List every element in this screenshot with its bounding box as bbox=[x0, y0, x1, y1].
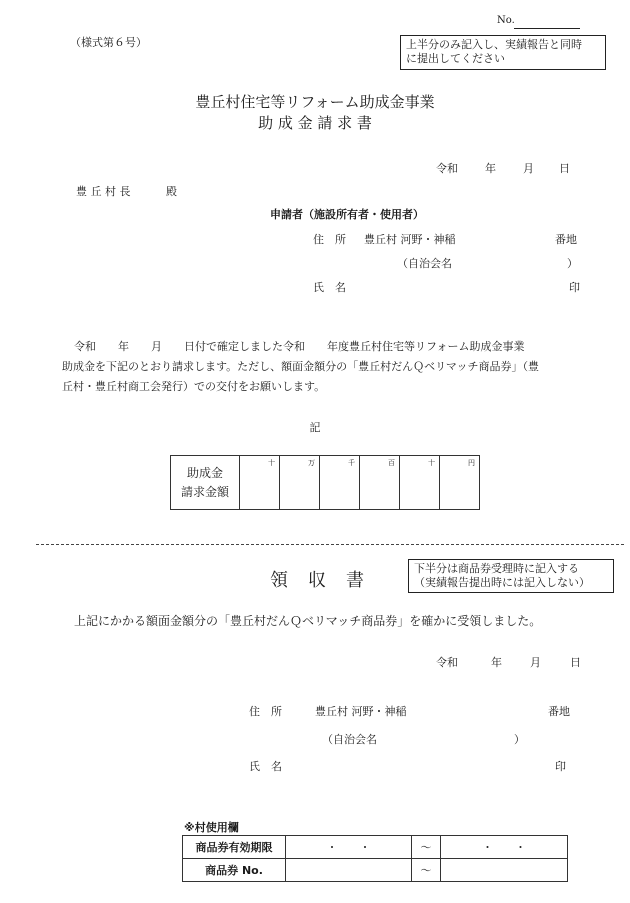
receipt-council-close: ） bbox=[514, 733, 525, 746]
form-number: （様式第６号） bbox=[70, 36, 147, 49]
receipt-date-era: 令和 bbox=[436, 656, 458, 669]
receipt-note-line2: （実績報告提出時には記入しない） bbox=[414, 576, 590, 589]
address-label: 住 所 bbox=[313, 233, 346, 246]
receipt-date-year: 年 bbox=[491, 656, 502, 669]
amount-label bbox=[171, 456, 240, 510]
seal-mark: 印 bbox=[569, 281, 580, 294]
body-line2: 助成金を下記のとおり請求します。ただし、額面金額分の「豊丘村だんＱベリマッチ商品券」（豊 bbox=[62, 360, 539, 373]
receipt-title: 領 収 書 bbox=[270, 570, 365, 591]
address-suffix: 番地 bbox=[555, 233, 577, 246]
body-line3: 丘村・豊丘村商工会発行）での交付をお願いします。 bbox=[62, 380, 326, 393]
receipt-address-label: 住 所 bbox=[249, 705, 282, 718]
receipt-note-box bbox=[408, 559, 614, 593]
voucher-number-start[interactable] bbox=[286, 859, 412, 882]
request-title-line1: 豊丘村住宅等リフォーム助成金事業 bbox=[195, 93, 435, 111]
expiry-end[interactable]: ・ ・ bbox=[441, 836, 568, 859]
date-day: 日 bbox=[559, 162, 570, 175]
date-era: 令和 bbox=[436, 162, 458, 175]
council-open: （自治会名 bbox=[397, 257, 452, 270]
amount-cell-hundred-thousands[interactable]: 十 bbox=[240, 456, 280, 510]
number-underline bbox=[514, 28, 580, 29]
receipt-body: 上記にかかる額面金額分の「豊丘村だんＱベリマッチ商品券」を確かに受領しました。 bbox=[74, 614, 542, 628]
voucher-number-label: 商品券 No. bbox=[183, 859, 286, 882]
receipt-seal-mark: 印 bbox=[555, 760, 566, 773]
amount-cell-thousands[interactable]: 千 bbox=[320, 456, 360, 510]
amount-cell-hundreds[interactable]: 百 bbox=[360, 456, 400, 510]
receipt-council-open: （自治会名 bbox=[322, 733, 377, 746]
expiry-tilde: ～ bbox=[412, 836, 441, 859]
applicant-heading: 申請者（施設所有者・使用者） bbox=[270, 208, 424, 221]
number-label: No. bbox=[497, 15, 515, 26]
top-note-line1: 上半分のみ記入し、実績報告と同時 bbox=[406, 38, 582, 51]
date-year: 年 bbox=[485, 162, 496, 175]
amount-cell-ten-thousands[interactable]: 万 bbox=[280, 456, 320, 510]
voucher-number-end[interactable] bbox=[441, 859, 568, 882]
expiry-start[interactable]: ・ ・ bbox=[286, 836, 412, 859]
receipt-note-line1: 下半分は商品券受理時に記入する bbox=[414, 562, 579, 575]
receipt-name-label: 氏 名 bbox=[249, 760, 282, 773]
council-close: ） bbox=[567, 257, 578, 270]
request-title-line2: 助 成 金 請 求 書 bbox=[258, 114, 372, 132]
top-note-line2: に提出してください bbox=[406, 52, 505, 65]
address-value: 豊丘村 河野・神稲 bbox=[364, 233, 456, 246]
receipt-address-value: 豊丘村 河野・神稲 bbox=[315, 705, 407, 718]
date-month: 月 bbox=[523, 162, 534, 175]
amount-cell-yen[interactable]: 円 bbox=[440, 456, 480, 510]
amount-label-line1: 助成金 bbox=[186, 465, 223, 480]
village-use-table bbox=[182, 835, 568, 882]
village-use-heading: ※村使用欄 bbox=[184, 821, 239, 834]
cut-line-divider bbox=[36, 544, 624, 545]
amount-label-line2: 請求金額 bbox=[180, 484, 229, 499]
receipt-date-month: 月 bbox=[530, 656, 541, 669]
receipt-address-suffix: 番地 bbox=[548, 705, 570, 718]
name-label: 氏 名 bbox=[313, 281, 346, 294]
ki-mark: 記 bbox=[309, 421, 321, 434]
body-line1: 令和 年 月 日付で確定しました令和 年度豊丘村住宅等リフォーム助成金事業 bbox=[74, 340, 525, 353]
amount-table bbox=[170, 455, 480, 510]
top-note-box bbox=[400, 35, 606, 70]
expiry-label: 商品券有効期限 bbox=[183, 836, 286, 859]
addressee: 豊 丘 村 長 bbox=[76, 185, 131, 198]
amount-cell-tens[interactable]: 十 bbox=[400, 456, 440, 510]
voucher-number-tilde: ～ bbox=[412, 859, 441, 882]
receipt-date-day: 日 bbox=[570, 656, 581, 669]
addressee-honorific: 殿 bbox=[166, 185, 177, 198]
